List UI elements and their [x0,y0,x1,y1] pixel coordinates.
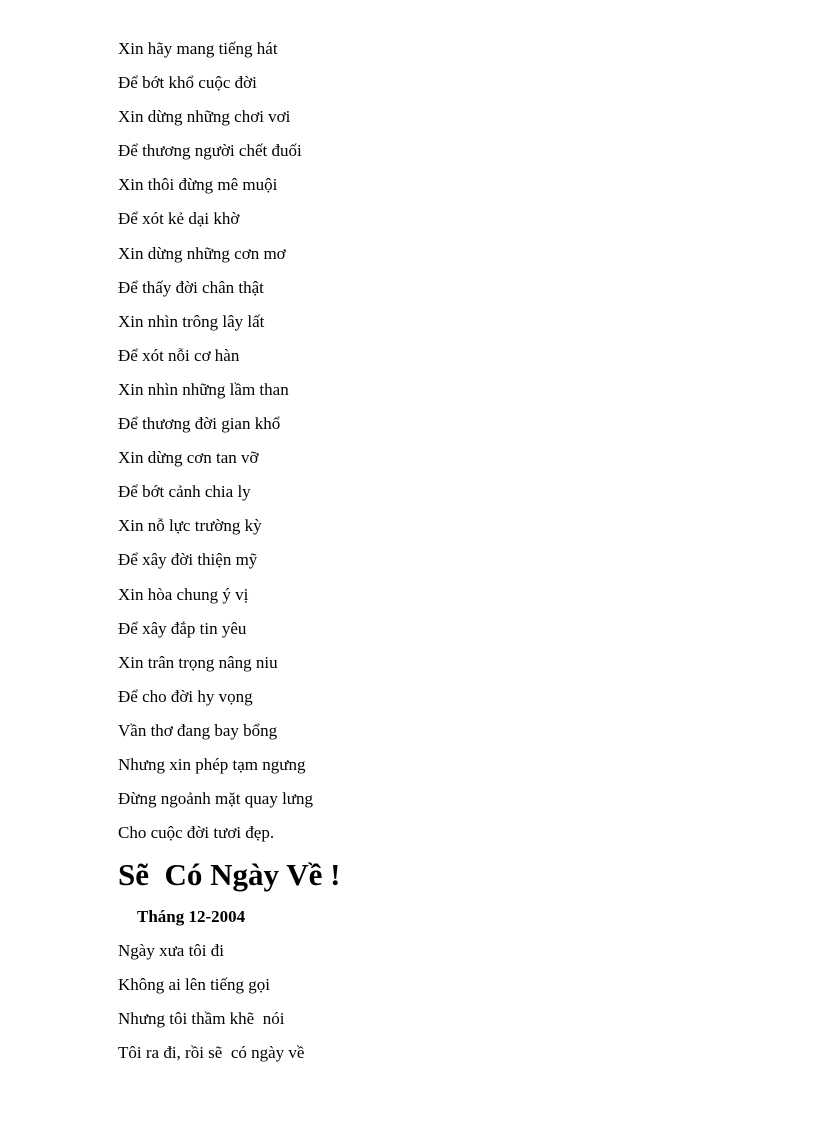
poem-line: Để cho đời hy vọng [118,686,253,706]
poem-line: Xin nhìn những lầm than [118,379,289,399]
poem-line: Không ai lên tiếng gọi [118,975,271,995]
poem-line: Để xót nỗi cơ hàn [118,345,240,365]
poem-line: Xin nỗ lực trường kỳ [118,516,262,536]
poem-line: Xin thôi đừng mê muội [118,175,278,195]
poem-line: Nhưng xin phép tạm ngưng [118,754,306,774]
poem-line: Để xây đời thiện mỹ [118,550,258,570]
poem-line: Tôi ra đi, rồi sẽ có ngày về [118,1043,305,1063]
poem-title: Sẽ Có Ngày Về ! [118,857,341,892]
poem-line: Để bớt cảnh chia ly [118,482,251,502]
poem-line: Cho cuộc đời tươi đẹp. [118,823,275,843]
poem-line: Để thương người chết đuối [118,141,302,161]
poem-line: Để thấy đời chân thật [118,277,264,297]
poem-line: Ngày xưa tôi đi [118,941,225,960]
poem-two [118,938,304,1074]
poem-date: Tháng 12-2004 [137,907,246,926]
poem-line: Xin hòa chung ý vị [118,584,249,604]
poem-line: Xin dừng cơn tan vỡ [118,448,259,468]
poem-line: Xin nhìn trông lây lất [118,311,265,331]
poem-line: Nhưng tôi thầm khẽ nói [118,1009,285,1029]
poem-line: Xin trân trọng nâng niu [118,652,278,672]
poem-one [118,36,313,854]
poem-line: Để xót kẻ dại khờ [118,209,240,229]
poem-line: Xin dừng những cơn mơ [118,243,286,263]
poem-line: Đừng ngoảnh mặt quay lưng [118,789,314,809]
poem-line: Vần thơ đang bay bổng [118,720,278,740]
poem-line: Xin hãy mang tiếng hát [118,39,278,58]
poem-line: Để bớt khổ cuộc đời [118,73,257,93]
poem-line: Để xây đắp tin yêu [118,618,247,638]
poem-line: Xin dừng những chơi vơi [118,107,291,127]
poem-line: Để thương đời gian khổ [118,414,281,434]
